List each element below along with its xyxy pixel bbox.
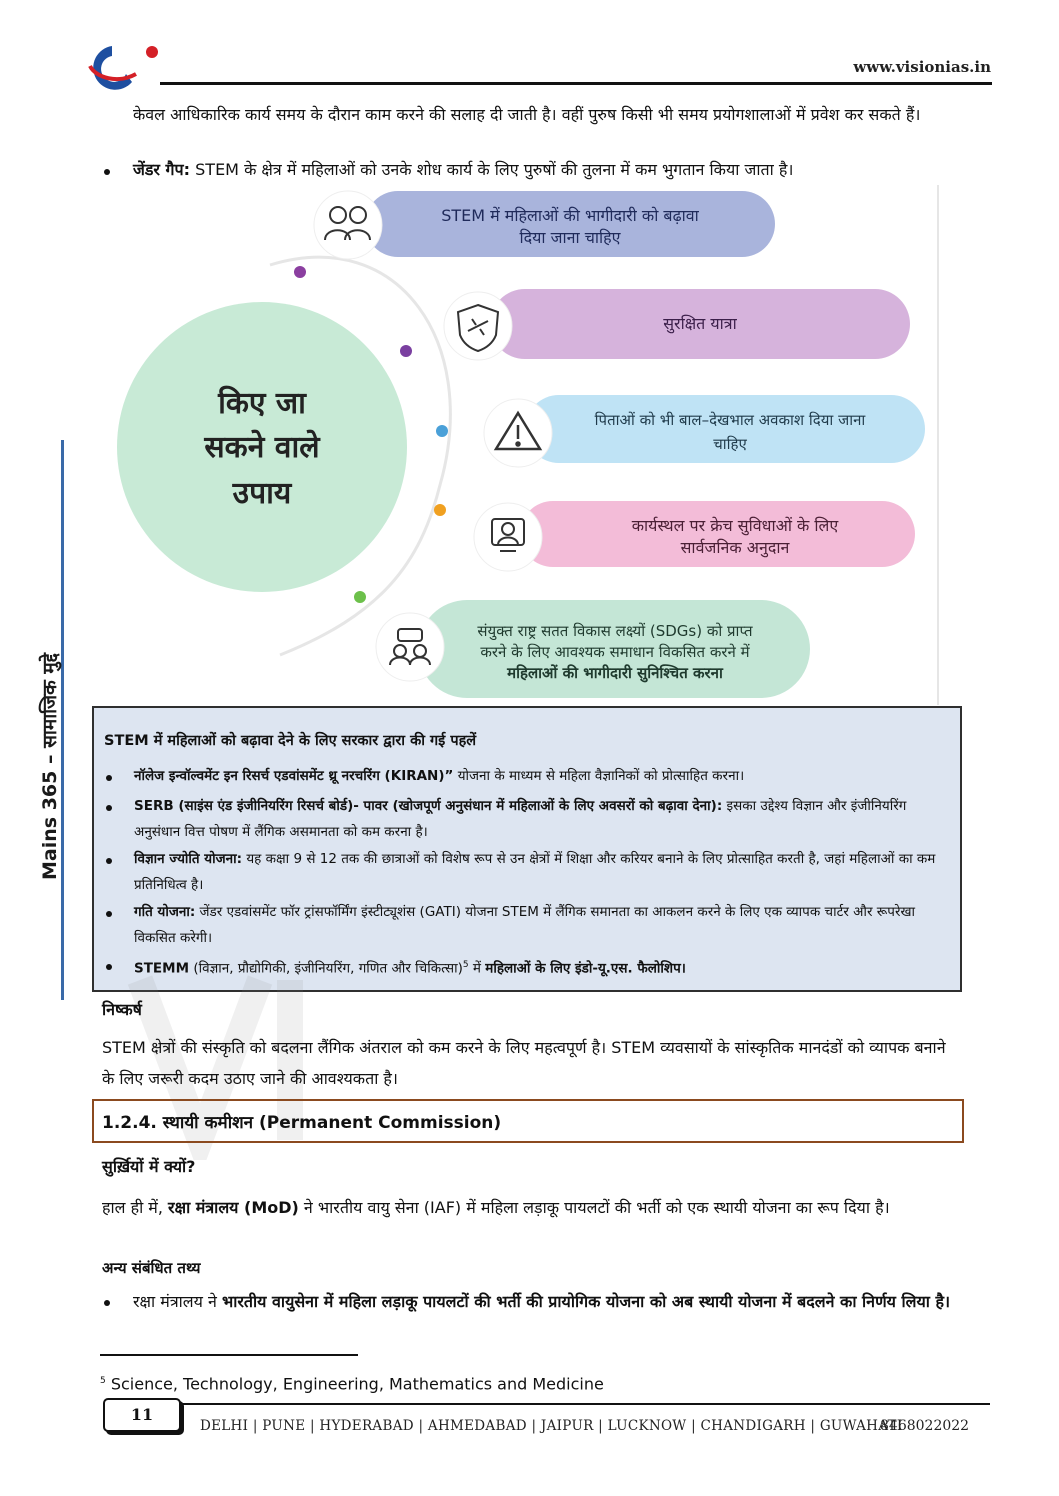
gender-gap-label: जेंडर गैप: bbox=[133, 160, 191, 179]
measure-3-line-1: पिताओं को भी बाल–देखभाल अवकाश दिया जाना bbox=[594, 411, 866, 429]
footer-cities: DELHI | PUNE | HYDERABAD | AHMEDABAD | JAIPUR | LUCKNOW | CHANDIGARH | GUWAHATI bbox=[200, 1418, 903, 1434]
center-line-2: सकने वाले bbox=[204, 430, 320, 465]
footnote-text: Science, Technology, Engineering, Mathematics and Medicine bbox=[105, 1374, 604, 1394]
news-paragraph bbox=[102, 1192, 958, 1223]
measure-5-line-1: संयुक्त राष्ट्र सतत विकास लक्ष्यों (SDGs) को प्राप्त bbox=[477, 622, 753, 640]
initiative-desc: में bbox=[468, 960, 486, 977]
initiative-desc: जेंडर एडवांसमेंट फॉर ट्रांसफॉर्मिंग इंस्टीट्यूशंस (GATI) योजना STEM में लैंगिक समानता का आकलन करने के लिए एक व्यापक चार्टर और रूपरेखा विकसित करेगी। bbox=[134, 904, 916, 946]
footnote-number: 5 bbox=[100, 1376, 106, 1386]
intro-paragraph: केवल आधिकारिक कार्य समय के दौरान काम करने की सलाह दी जाती है। वहीं पुरुष किसी भी समय प्रयोगशालाओं में प्रवेश कर सकते हैं। bbox=[133, 105, 921, 124]
fact-item bbox=[133, 1288, 958, 1315]
initiative-item bbox=[134, 763, 949, 789]
initiative-item bbox=[134, 846, 949, 898]
conclusion-text: STEM क्षेत्रों की संस्कृति को बदलना लैंगिक अंतराल को कम करने के लिए महत्वपूर्ण है। STEM व्यवसायों के सांस्कृतिक मानदंडों को व्यापक बनाने के लिए जरूरी कदम उठाए जाने की आवश्यकता है। bbox=[102, 1038, 946, 1088]
footer-rule bbox=[180, 1403, 990, 1405]
section-title: 1.2.4. स्थायी कमीशन (Permanent Commission) bbox=[102, 1113, 502, 1133]
initiative-name: SERB (साइंस एंड इंजीनियरिंग रिसर्च बोर्ड)- पावर (खोजपूर्ण अनुसंधान में महिलाओं के लिए अवसरों को बढ़ावा देना): bbox=[134, 798, 723, 814]
initiative-desc: इसका उद्देश्य विज्ञान और इंजीनियरिंग अनुसंधान वित्त पोषण में लैंगिक असमानता को कम करना है। bbox=[134, 798, 907, 840]
measure-5-line-2: करने के लिए आवश्यक समाधान विकसित करने में bbox=[480, 643, 750, 661]
initiative-desc: (विज्ञान, प्रौद्योगिकी, इंजीनियरिंग, गणित और चिकित्सा) bbox=[189, 960, 463, 977]
footer-phone[interactable]: 8468022022 bbox=[880, 1418, 970, 1434]
bullet-icon bbox=[106, 775, 112, 781]
footnote-rule bbox=[100, 1354, 358, 1356]
facts-heading: अन्य संबंधित तथ्य bbox=[102, 1259, 201, 1277]
gender-gap-text: STEM के क्षेत्र में महिलाओं को उनके शोध कार्य के लिए पुरुषों की तुलना में कम भुगतान किया जाता है। bbox=[190, 160, 794, 179]
gender-gap-item bbox=[133, 156, 958, 183]
page-number: 11 bbox=[103, 1398, 181, 1432]
bullet-icon bbox=[106, 858, 112, 864]
news-text: ने भारतीय वायु सेना (IAF) में महिला लड़ाकू पायलटों की भर्ती को एक स्थायी योजना का रूप दिया है। bbox=[298, 1198, 890, 1217]
measure-4-line-2: सार्वजनिक अनुदान bbox=[680, 538, 790, 557]
measures-infographic bbox=[100, 185, 940, 705]
news-text: हाल ही में, bbox=[102, 1198, 169, 1217]
footnote-ref[interactable]: 5 bbox=[462, 960, 469, 970]
center-line-3: उपाय bbox=[232, 476, 292, 511]
bullet-icon bbox=[106, 805, 112, 811]
footnote bbox=[100, 1368, 604, 1397]
fact-text: रक्षा मंत्रालय ने bbox=[133, 1292, 222, 1311]
fact-bold: भारतीय वायुसेना में महिला लड़ाकू पायलटों की भर्ती की प्रायोगिक योजना को अब स्थायी योजना में बदलने का निर्णय लिया है। bbox=[221, 1292, 951, 1311]
initiative-name: विज्ञान ज्योति योजना: bbox=[134, 851, 243, 867]
initiative-item bbox=[134, 899, 949, 951]
measure-3-line-2: चाहिए bbox=[713, 435, 747, 453]
bullet-icon bbox=[106, 964, 112, 970]
measure-5-line-3: महिलाओं की भागीदारी सुनिश्चित करना bbox=[507, 664, 723, 682]
initiative-desc: योजना के माध्यम से महिला वैज्ञानिकों को प्रोत्साहित करना। bbox=[453, 768, 745, 784]
news-heading: सुर्ख़ियों में क्यों? bbox=[102, 1157, 196, 1176]
conclusion-heading: निष्कर्ष bbox=[102, 1000, 142, 1019]
center-line-1: किए जा bbox=[218, 386, 306, 421]
initiative-name: STEMM bbox=[134, 960, 190, 977]
initiative-name: नॉलेज इन्वॉल्वमेंट इन रिसर्च एडवांसमेंट थ्रू नरचरिंग (KIRAN)” bbox=[134, 768, 454, 784]
site-url[interactable]: www.visionias.in bbox=[853, 58, 991, 76]
government-initiatives-box bbox=[92, 706, 962, 992]
bullet-icon bbox=[106, 911, 112, 917]
measure-1-line-2: दिया जाना चाहिए bbox=[519, 228, 621, 247]
bullet-icon bbox=[104, 169, 110, 175]
bullet-icon bbox=[104, 1300, 110, 1306]
initiative-desc: यह कक्षा 9 से 12 तक की छात्राओं को विशेष रूप से उन क्षेत्रों में शिक्षा और करियर बनाने के लिए प्रोत्साहित करती है, जहां महिलाओं का कम प्रतिनिधित्व है। bbox=[134, 851, 936, 893]
news-bold: रक्षा मंत्रालय (MoD) bbox=[168, 1198, 299, 1217]
measure-4-line-1: कार्यस्थल पर क्रेच सुविधाओं के लिए bbox=[631, 516, 839, 535]
sidebar-label: Mains 365 – सामाजिक मुद्दे bbox=[39, 653, 61, 880]
initiative-item bbox=[134, 793, 949, 845]
initiative-name: महिलाओं के लिए इंडो-यू.एस. फैलोशिप। bbox=[485, 960, 686, 977]
header-rule bbox=[160, 82, 992, 85]
section-heading-box bbox=[92, 1099, 964, 1143]
measure-2-line-1: सुरक्षित यात्रा bbox=[663, 314, 737, 333]
initiative-name: गति योजना: bbox=[134, 904, 196, 920]
measure-1-line-1: STEM में महिलाओं की भागीदारी को बढ़ावा bbox=[441, 206, 699, 225]
vision-logo bbox=[82, 40, 162, 90]
initiatives-title: STEM में महिलाओं को बढ़ावा देने के लिए सरकार द्वारा की गई पहलें bbox=[104, 733, 477, 749]
